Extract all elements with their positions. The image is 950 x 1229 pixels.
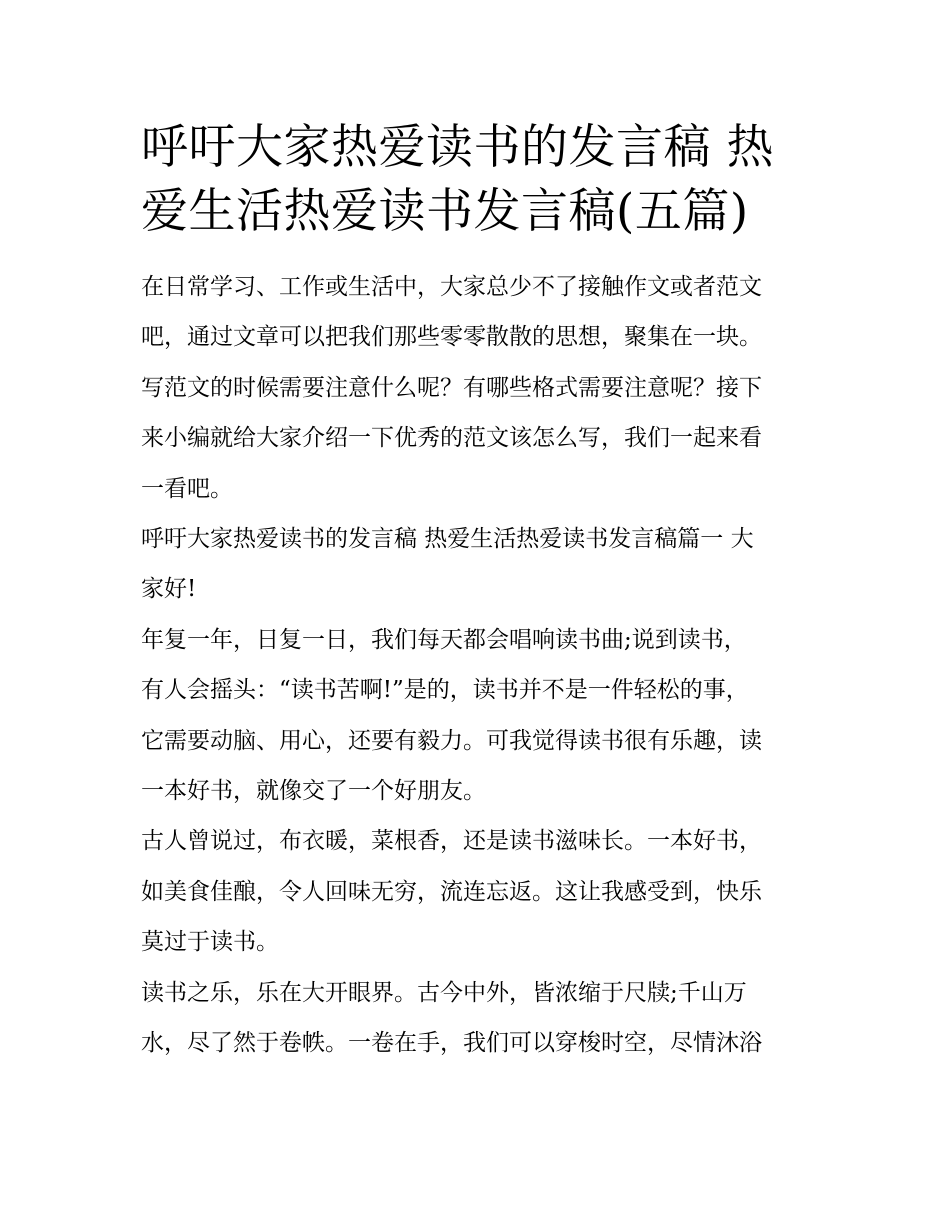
- text-line: 一本好书，就像交了一个好朋友。: [141, 778, 486, 805]
- text-line: 在日常学习、工作或生活中，大家总少不了接触作文或者范文: [141, 274, 762, 300]
- paragraph-body-3: [141, 968, 813, 1069]
- paragraph-body-2: [141, 816, 813, 967]
- text-line: 古人曾说过，布衣暖，菜根香，还是读书滋味长。一本好书，: [141, 828, 762, 855]
- paragraph-intro: [141, 262, 813, 514]
- text-line: 如美食佳酿，令人回味无穷，流连忘返。这让我感受到，快乐: [141, 878, 762, 905]
- document-body: [141, 262, 813, 1069]
- document-page: [141, 116, 813, 1069]
- text-line: 一看吧。: [141, 475, 233, 502]
- text-line: 吧，通过文章可以把我们那些零零散散的思想，聚集在一块。: [141, 324, 762, 351]
- text-line: 来小编就给大家介绍一下优秀的范文该怎么写，我们一起来看: [141, 425, 762, 452]
- title-line: 呼吁大家热爱读书的发言稿 热: [141, 120, 774, 175]
- title-line: 爱生活热爱读书发言稿(五篇): [141, 184, 749, 239]
- paragraph-heading-one: [141, 514, 813, 615]
- text-line: 莫过于读书。: [141, 929, 279, 956]
- text-line: 有人会摇头：“读书苦啊!”是的，读书并不是一件轻松的事，: [141, 677, 749, 704]
- paragraph-body-1: [141, 615, 813, 817]
- document-title: [141, 116, 813, 244]
- text-line: 呼吁大家热爱读书的发言稿 热爱生活热爱读书发言稿篇一 大: [141, 526, 754, 553]
- text-line: 水，尽了然于卷帙。一卷在手，我们可以穿梭时空，尽情沐浴: [141, 1030, 762, 1057]
- text-line: 年复一年，日复一日，我们每天都会唱响读书曲;说到读书，: [141, 626, 747, 653]
- text-line: 读书之乐，乐在大开眼界。古今中外，皆浓缩于尺牍;千山万: [141, 979, 747, 1006]
- text-line: 家好!: [141, 576, 197, 603]
- text-line: 写范文的时候需要注意什么呢？有哪些格式需要注意呢？接下: [141, 374, 762, 401]
- text-line: 它需要动脑、用心，还要有毅力。可我觉得读书很有乐趣，读: [141, 727, 762, 754]
